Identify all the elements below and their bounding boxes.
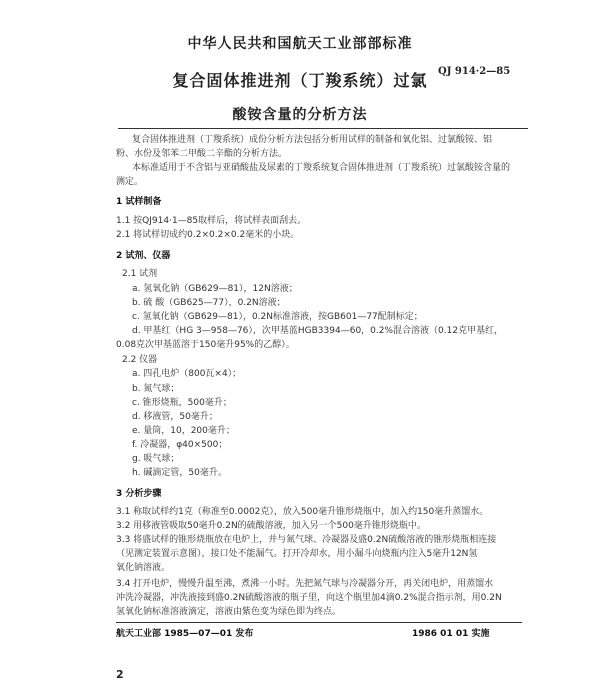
reagent-item: d. 甲基红（HG 3—958—76），次甲基蓝HGB3394—60，0.2%混合溶液（0.12克甲基红， bbox=[132, 326, 504, 336]
standard-code: QJ 914·2—85 bbox=[438, 66, 511, 77]
ministry-standard-header: 中华人民共和国航天工业部部标准 bbox=[187, 36, 413, 52]
footer-rule bbox=[116, 622, 522, 623]
instrument-item: d. 移液管，50毫升； bbox=[132, 412, 218, 422]
procedure-step: 3.4 打开电炉，慢慢升温至沸，煮沸一小时。先把氮气球与冷凝器分开，再关闭电炉，用蒸馏水 bbox=[116, 579, 494, 589]
subsection-heading: 2.1 试剂 bbox=[122, 269, 158, 279]
instrument-item: b. 氮气球； bbox=[132, 384, 180, 394]
reagent-item: a. 氢氧化钠（GB629—81），12N溶液； bbox=[132, 284, 298, 294]
reagent-item: c. 氢氧化钠（GB629—81），0.2N标准溶液，按GB601—77配制标定； bbox=[132, 312, 423, 322]
section-heading: 3 分析步骤 bbox=[116, 489, 162, 499]
intro-paragraph-line: 本标准适用于不含铝与亚硝酸盐及尿素的丁羧系统复合固体推进剂（丁羧系统）过氯酸铵含量的 bbox=[132, 163, 511, 173]
intro-paragraph-line: 复合固体推进剂（丁羧系统）成份分析方法包括分析用试样的制备和氧化铝、过氯酸铵、铝 bbox=[132, 135, 493, 145]
document-title-line2: 酸铵含量的分析方法 bbox=[232, 107, 368, 123]
section-item: 1.1 按QJ914·1—85取样后，将试样表面刮去。 bbox=[116, 216, 307, 226]
reagent-item-continued: 0.08克次甲基蓝溶于150毫升95%的乙醇）。 bbox=[116, 340, 295, 350]
subsection-heading: 2.2 仪器 bbox=[122, 355, 158, 365]
procedure-step: 3.3 将盛试样的锥形烧瓶放在电炉上，并与氮气球、冷凝器及盛0.2N硫酸溶液的锥形烧瓶相连接 bbox=[116, 535, 497, 545]
instrument-item: e. 量筒，10，200毫升； bbox=[132, 426, 235, 436]
procedure-step: 3.1 称取试样约1克（称准至0.0002克），放入500毫升锥形烧瓶中，加入约150毫升蒸馏水。 bbox=[116, 507, 489, 517]
procedure-step-line: 冲洗冷凝器，冲洗液接到盛0.2N硫酸溶液的瓶子里，向这个瓶里加4滴0.2%混合指示剂，用0.2N bbox=[116, 593, 502, 603]
effective-date: 1986 01 01 实施 bbox=[412, 629, 490, 639]
section-item: 2.1 将试样切成约0.2×0.2×0.2毫米的小块。 bbox=[116, 230, 300, 240]
procedure-step-line: （见测定装置示意图），接口处不能漏气。打开冷却水，用小漏斗向烧瓶内注入5毫升12N氢 bbox=[116, 549, 478, 559]
section-heading: 1 试样制备 bbox=[116, 197, 162, 207]
instrument-item: f. 冷凝器，φ40×500； bbox=[132, 440, 228, 450]
instrument-item: g. 吸气球； bbox=[132, 454, 180, 464]
reagent-item: b. 硫 酸（GB625—77），0.2N溶液； bbox=[132, 298, 286, 308]
publication-date: 航天工业部 1985—07—01 发布 bbox=[116, 629, 254, 639]
procedure-step-line: 氢氧化钠标准溶液滴定，溶液由紫色变为绿色即为终点。 bbox=[116, 607, 342, 617]
instrument-item: h. 碱滴定管，50毫升。 bbox=[132, 468, 227, 478]
intro-paragraph-line: 粉、水份及邻苯二甲酸二辛酯的分析方法。 bbox=[116, 149, 288, 159]
procedure-step-line: 氧化钠溶液。 bbox=[116, 563, 171, 573]
intro-paragraph-line: 测定。 bbox=[116, 177, 144, 187]
instrument-item: a. 四孔电炉（800瓦×4）； bbox=[132, 369, 242, 379]
section-heading: 2 试剂、仪器 bbox=[116, 251, 171, 261]
instrument-item: c. 锥形烧瓶，500毫升； bbox=[132, 398, 232, 408]
procedure-step: 3.2 用移液管吸取50毫升0.2N的硫酸溶液，加入另一个500毫升锥形烧瓶中。 bbox=[116, 521, 426, 531]
document-title-line1: 复合固体推进剂（丁羧系统）过氯 bbox=[172, 71, 428, 90]
page-number: 2 bbox=[116, 668, 124, 681]
title-underline bbox=[118, 128, 528, 129]
